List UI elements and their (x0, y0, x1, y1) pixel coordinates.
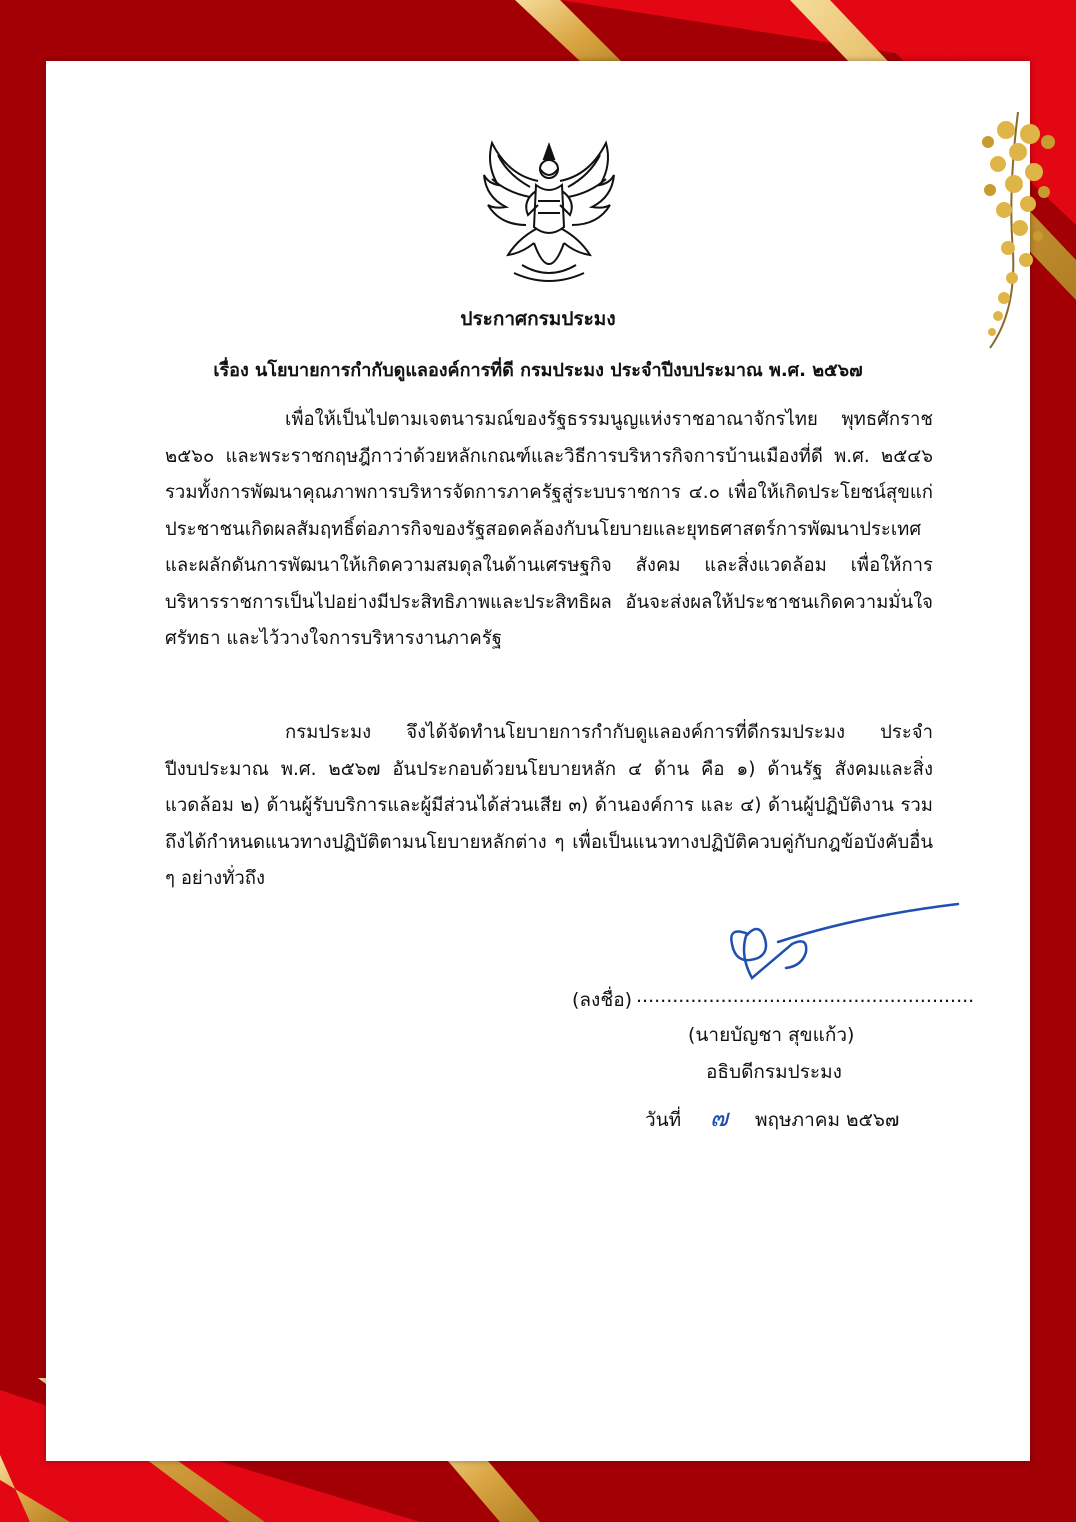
announcement-title: ประกาศกรมประมง (460, 308, 616, 330)
date-label: วันที่ (645, 1109, 682, 1131)
announcement-subject: เรื่อง นโยบายการกำกับดูแลองค์การที่ดี กรมประมง ประจำปีงบประมาณ พ.ศ. ๒๕๖๗ (213, 360, 863, 381)
signature-label: (ลงชื่อ) (572, 989, 633, 1011)
body-paragraph-1: เพื่อให้เป็นไปตามเจตนารมณ์ของรัฐธรรมนูญแห่งราชอาณาจักรไทย พุทธศักราช ๒๕๖๐ และพระราชกฤษฎีกาว่าด้วยหลักเกณฑ์และวิธีการบริหารกิจการบ้านเมืองที่ดี พ.ศ. ๒๕๔๖ รวมทั้งการพัฒนาคุณภาพการบริหารจัดการภาครัฐสู่ระบบราชการ ๔.๐ เพื่อให้เกิดประโยชน์สุขแก่ประชาชนเกิดผลสัมฤทธิ์ต่อภารกิจของรัฐสอดคล้องกับนโยบายและยุทธศาสตร์การพัฒนาประเทศ และผลักดันการพัฒนาให้เกิดความสมดุลในด้านเศรษฐกิจ สังคม และสิ่งแวดล้อม เพื่อให้การบริหารราชการเป็นไปอย่างมีประสิทธิภาพและประสิทธิผล อันจะส่งผลให้ประชาชนเกิดความมั่นใจ ศรัทธา และไว้วางใจการบริหารงานภาครัฐ (165, 409, 933, 649)
signer-position: อธิบดีกรมประมง (706, 1061, 842, 1083)
handwritten-signature (718, 896, 968, 996)
garuda-emblem-icon (478, 135, 620, 287)
date-month-year: พฤษภาคม ๒๕๖๗ (755, 1109, 900, 1131)
signature-line: ........................................................ (636, 985, 975, 1007)
signer-name: (นายบัญชา สุขแก้ว) (688, 1024, 855, 1046)
date-day-handwritten: ๗ (710, 1104, 729, 1132)
body-paragraph-2: กรมประมง จึงได้จัดทำนโยบายการกำกับดูแลองค์การที่ดีกรมประมง ประจำปีงบประมาณ พ.ศ. ๒๕๖๗ อันประกอบด้วยนโยบายหลัก ๔ ด้าน คือ ๑) ด้านรัฐ สังคมและสิ่งแวดล้อม ๒) ด้านผู้รับบริการและผู้มีส่วนได้ส่วนเสีย ๓) ด้านองค์การ และ ๔) ด้านผู้ปฏิบัติงาน รวมถึงได้กำหนดแนวทางปฏิบัติตามนโยบายหลักต่าง ๆ เพื่อเป็นแนวทางปฏิบัติควบคู่กับกฎข้อบังคับอื่น ๆ อย่างทั่วถึง (165, 722, 933, 889)
